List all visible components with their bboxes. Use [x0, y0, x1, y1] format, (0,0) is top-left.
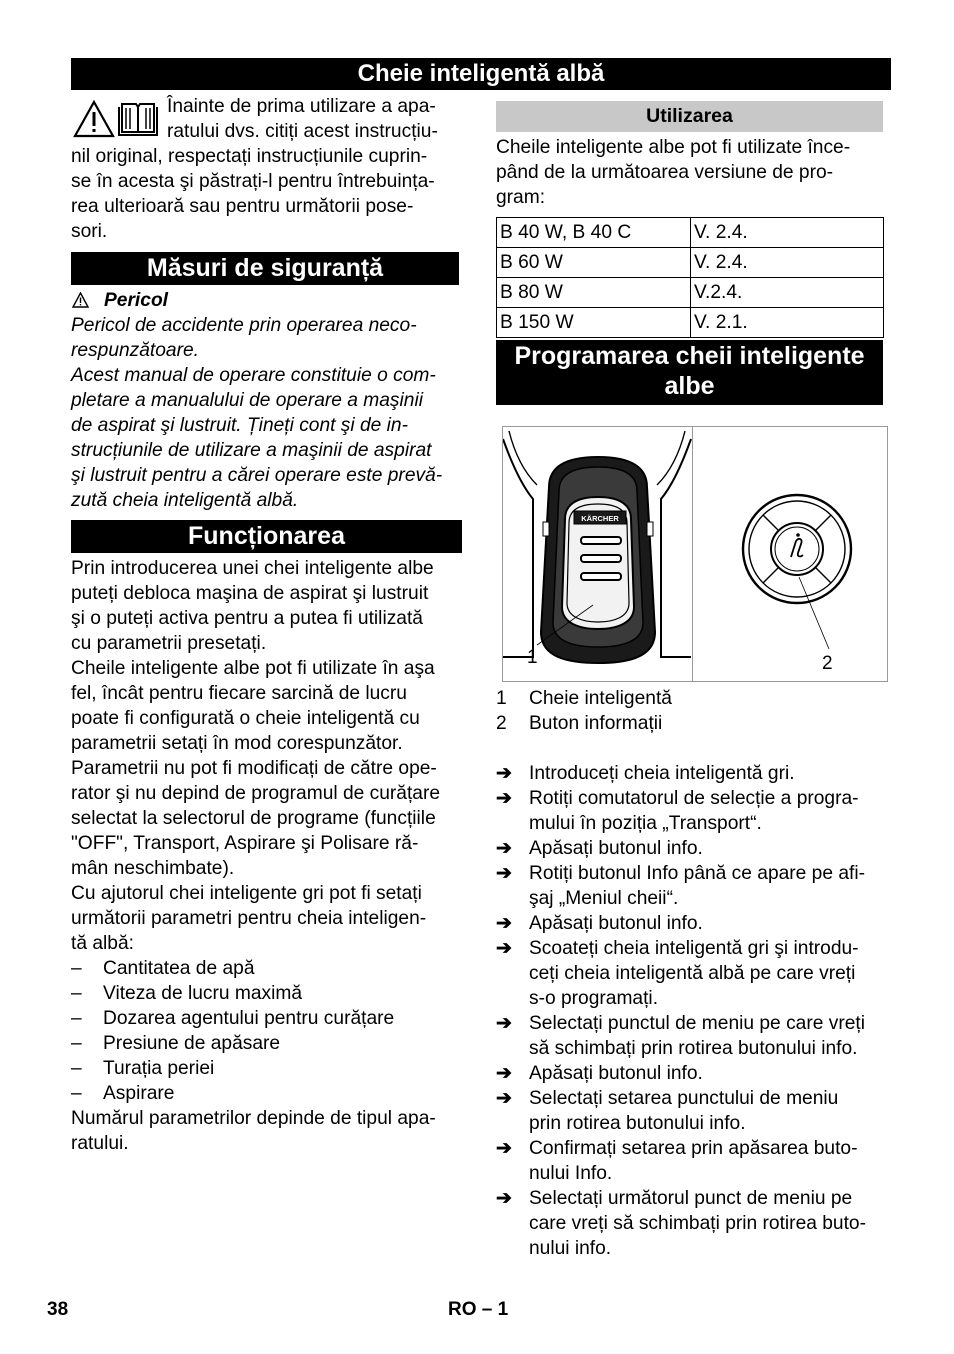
function-line: Cu ajutorul chei inteligente gri pot fi setați — [71, 883, 422, 904]
step-item: ➔ Introduceți cheia inteligentă gri. — [496, 763, 795, 784]
programming-heading-line: Programarea cheii inteligente — [514, 342, 865, 370]
intro-line: rea ulterioară sau pentru următorii pose- — [71, 196, 414, 217]
usage-line: gram: — [496, 187, 546, 208]
arrow-icon: ➔ — [496, 1188, 512, 1209]
usage-heading: Utilizarea — [496, 101, 883, 132]
table-row — [497, 308, 884, 338]
step-item: ➔ Confirmați setarea prin apăsarea buto- nului Info. — [496, 1138, 858, 1184]
parameter-list — [71, 956, 394, 1106]
safety-line: respunzătoare. — [71, 340, 199, 361]
table-cell: V. 2.4. — [691, 248, 884, 278]
usage-line: pând de la următoarea versiune de pro- — [496, 162, 834, 183]
safety-line: Acest manual de operare constituie o com- — [71, 365, 436, 386]
arrow-icon: ➔ — [496, 1088, 512, 1109]
function-line: mân neschimbate). — [71, 858, 235, 879]
table-cell: V. 2.1. — [691, 308, 884, 338]
table-cell: B 60 W — [497, 248, 691, 278]
callout-2: 2 — [822, 653, 833, 674]
table-row — [497, 248, 884, 278]
arrow-icon: ➔ — [496, 1063, 512, 1084]
title-bar: Cheie inteligentă albă — [71, 58, 891, 90]
step-item: ➔ Apăsați butonul info. — [496, 838, 703, 859]
intro-line: sori. — [71, 221, 108, 242]
programming-heading — [496, 340, 883, 405]
intro-line: nil original, respectați instrucțiunile cuprin- — [71, 146, 428, 167]
step-item: ➔ Selectați setarea punctului de meniu prin rotirea butonului info. — [496, 1088, 839, 1134]
step-item: ➔ Selectați punctul de meniu pe care vreți să schimbați prin rotirea butonului info. — [496, 1013, 865, 1059]
function-line: Parametrii nu pot fi modificați de către ope- — [71, 758, 437, 779]
list-item: – Dozarea agentului pentru curățare — [71, 1008, 395, 1029]
legend-item: 1 Cheie inteligentă — [496, 688, 672, 709]
table-cell: B 40 W, B 40 C — [497, 218, 691, 248]
version-table — [496, 217, 884, 338]
closing-line: ratului. — [71, 1133, 129, 1154]
function-text — [71, 556, 440, 956]
function-line: Cheile inteligente albe pot fi utilizate în aşa — [71, 658, 435, 679]
info-button-illustration — [693, 427, 887, 681]
smart-key-illustration — [503, 427, 692, 681]
arrow-icon: ➔ — [496, 913, 512, 934]
safety-line: strucțiunile de utilizare a maşinii de aspirat — [71, 440, 432, 461]
usage-line: Cheile inteligente albe pot fi utilizate înce- — [496, 137, 851, 158]
programming-heading-line: albe — [664, 372, 715, 400]
callout-1: 1 — [527, 647, 538, 668]
safety-text — [71, 313, 442, 513]
table-cell: V.2.4. — [691, 278, 884, 308]
table-row — [497, 218, 884, 248]
safety-heading: Măsuri de siguranță — [71, 252, 459, 285]
safety-line: şi lustruit pentru a cărei operare este prevă- — [71, 465, 443, 486]
arrow-icon: ➔ — [496, 863, 512, 884]
function-line: parametrii setați în mod corespunzător. — [71, 733, 403, 754]
brand-logo: KÄRCHER — [581, 514, 619, 523]
intro-text — [71, 94, 471, 244]
safety-line: Pericol de accidente prin operarea neco- — [71, 315, 417, 336]
function-line: Prin introducerea unei chei inteligente albe — [71, 558, 434, 579]
programming-steps — [496, 761, 896, 1261]
list-item: – Aspirare — [71, 1083, 175, 1104]
step-item: ➔ Selectați următorul punct de meniu pe care vreți să schimbați prin rotirea buto- nului info. — [496, 1188, 866, 1259]
step-item: ➔ Apăsați butonul info. — [496, 913, 703, 934]
usage-text — [496, 135, 850, 210]
safety-line: zută cheia inteligentă albă. — [71, 490, 299, 511]
table-cell: B 80 W — [497, 278, 691, 308]
function-line: tă albă: — [71, 933, 134, 954]
function-line: cu parametrii presetați. — [71, 633, 267, 654]
arrow-icon: ➔ — [496, 788, 512, 809]
legend-item: 2 Buton informații — [496, 713, 663, 734]
arrow-icon: ➔ — [496, 1013, 512, 1034]
list-item: – Turația periei — [71, 1058, 215, 1079]
list-item: – Viteza de lucru maximă — [71, 983, 303, 1004]
figure-legend — [496, 686, 672, 736]
arrow-icon: ➔ — [496, 763, 512, 784]
table-cell: B 150 W — [497, 308, 691, 338]
list-item: – Cantitatea de apă — [71, 958, 255, 979]
page-number: 38 — [47, 1299, 69, 1320]
table-row — [497, 278, 884, 308]
section-label: RO – 1 — [448, 1299, 509, 1320]
function-line: şi o puteți activa pentru a putea fi utilizată — [71, 608, 423, 629]
arrow-icon: ➔ — [496, 838, 512, 859]
function-heading: Funcționarea — [71, 520, 462, 553]
arrow-icon: ➔ — [496, 938, 512, 959]
function-line: rator şi nu depind de programul de curățare — [71, 783, 441, 804]
intro-line: ratului dvs. citiți acest instrucțiu- — [167, 121, 438, 142]
danger-label: Pericol — [104, 290, 168, 311]
function-line: selectat la selectorul de programe (funcțiile — [71, 808, 436, 829]
step-item: ➔ Rotiți butonul Info până ce apare pe afi- şaj „Meniul cheii“. — [496, 863, 866, 909]
table-cell: V. 2.4. — [691, 218, 884, 248]
function-line: poate fi configurată o cheie inteligentă cu — [71, 708, 420, 729]
function-closing — [71, 1106, 436, 1156]
intro-line: Înainte de prima utilizare a apa- — [167, 96, 436, 117]
step-item: ➔ Scoateți cheia inteligentă gri şi introdu- ceți cheia inteligentă albă pe care vreți s-o programați. — [496, 938, 859, 1009]
function-line: fel, încât pentru fiecare sarcină de lucru — [71, 683, 407, 704]
function-line: "OFF", Transport, Aspirare şi Polisare ră- — [71, 833, 419, 854]
closing-line: Numărul parametrilor depinde de tipul apa- — [71, 1108, 436, 1129]
function-line: puteți debloca maşina de aspirat şi lustruit — [71, 583, 429, 604]
danger-icon — [72, 292, 89, 308]
safety-line: pletare a manualului de operare a maşinii — [71, 390, 423, 411]
arrow-icon: ➔ — [496, 1138, 512, 1159]
list-item: – Presiune de apăsare — [71, 1033, 281, 1054]
step-item: ➔ Apăsați butonul info. — [496, 1063, 703, 1084]
intro-line: se în acesta şi păstrați-l pentru întrebuința- — [71, 171, 435, 192]
safety-line: de aspirat şi lustruit. Țineți cont şi de in- — [71, 415, 408, 436]
function-line: următorii parametri pentru cheia inteligen- — [71, 908, 427, 929]
step-item: ➔ Rotiți comutatorul de selecție a progra- mului în poziția „Transport“. — [496, 788, 859, 834]
